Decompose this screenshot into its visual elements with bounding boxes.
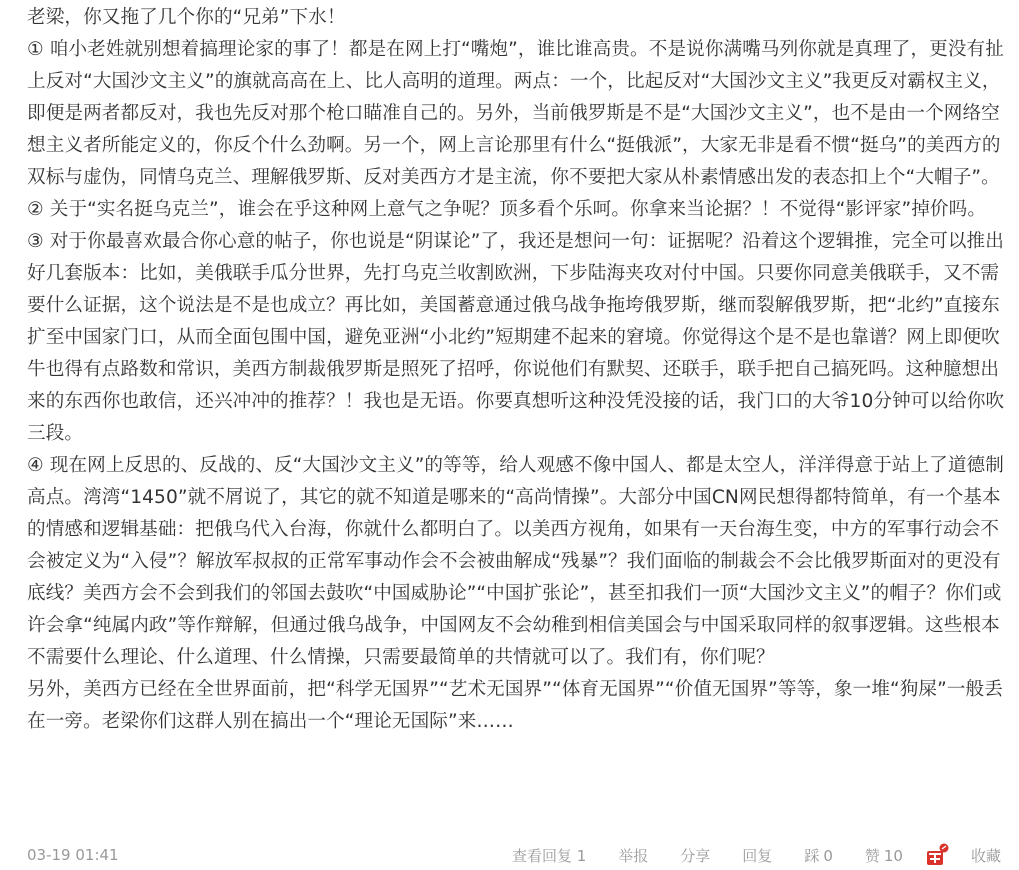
dislike-count: 0 bbox=[823, 846, 833, 865]
action-bar bbox=[512, 843, 1001, 867]
reply-link[interactable]: 回复 bbox=[742, 846, 773, 865]
report-link[interactable]: 举报 bbox=[618, 846, 649, 865]
post-paragraph: ② 关于“实名挺乌克兰”，谁会在乎这种网上意气之争呢？顶多看个乐呵。你拿来当论据？！不觉得“影评家”掉价吗。 bbox=[27, 199, 987, 220]
gift-badge-icon[interactable] bbox=[925, 843, 949, 867]
post bbox=[27, 2, 1007, 738]
like-button[interactable] bbox=[865, 845, 903, 866]
like-label: 赞 bbox=[864, 846, 880, 865]
post-paragraph: ③ 对于你最喜欢最合你心意的帖子，你也说是“阴谋论”了，我还是想问一句：证据呢？沿着这个逻辑推，完全可以推出好几套版本：比如，美俄联手瓜分世界，先打乌克兰收割欧洲，下步陆海夹攻对付中国。只要你同意美俄联手，又不需要什么证据，这个说法是不是也成立？再比如，美国蓄意通过俄乌战争拖垮俄罗斯，继而裂解俄罗斯，把“北约”直接东扩至中国家门口，从而全面包围中国，避免亚洲“小北约”短期建不起来的窘境。你觉得这个是不是也靠谱？网上即便吹牛也得有点路数和常识，美西方制裁俄罗斯是照死了招呼，你说他们有默契、还联手，联手把自己搞死吗。这种臆想出来的东西你也敢信，还兴冲冲的推荐？！我也是无语。你要真想听这种没凭没接的话，我门口的大爷10分钟可以给你吹三段。 bbox=[27, 231, 1005, 444]
post-paragraph: ① 咱小老姓就别想着搞理论家的事了！都是在网上打“嘴炮”，谁比谁高贵。不是说你满嘴马列你就是真理了，更没有扯上反对“大国沙文主义”的旗就高高在上、比人高明的道理。两点：一个，比起反对“大国沙文主义”我更反对霸权主义，即便是两者都反对，我也先反对那个枪口瞄准自己的。另外，当前俄罗斯是不是“大国沙文主义”，也不是由一个网络空想主义者所能定义的，你反个什么劲啊。另一个，网上言论那里有什么“挺俄派”，大家无非是看不惯“挺乌”的美西方的双标与虚伪，同情乌克兰、理解俄罗斯、反对美西方才是主流，你不要把大家从朴素情感出发的表态扣上个“大帽子”。 bbox=[27, 39, 1004, 188]
view-replies-link[interactable]: 查看回复 1 bbox=[511, 846, 587, 865]
collect-link[interactable]: 收藏 bbox=[970, 846, 1001, 865]
post-paragraph: 老梁，你又拖了几个你的“兄弟”下水！ bbox=[27, 7, 346, 28]
share-link[interactable]: 分享 bbox=[680, 846, 711, 865]
dislike-label: 踩 bbox=[804, 846, 820, 865]
post-body bbox=[27, 2, 1007, 738]
like-count: 10 bbox=[883, 846, 903, 865]
post-paragraph: 另外，美西方已经在全世界面前，把“科学无国界”“艺术无国界”“体育无国界”“价值无国界”等等，象一堆“狗屎”一般丢在一旁。老梁你们这群人别在搞出一个“理论无国际”来…… bbox=[27, 679, 1003, 732]
post-footer bbox=[27, 840, 1001, 870]
post-paragraph: ④ 现在网上反思的、反战的、反“大国沙文主义”的等等，给人观感不像中国人、都是太空人，洋洋得意于站上了道德制高点。湾湾“1450”就不屑说了，其它的就不知道是哪来的“高尚情操”。大部分中国CN网民想得都特简单，有一个基本的情感和逻辑基础：把俄乌代入台海，你就什么都明白了。以美西方视角，如果有一天台海生变，中方的军事行动会不会被定义为“入侵”？解放军叔叔的正常军事动作会不会被曲解成“残暴”？我们面临的制裁会不会比俄罗斯面对的更没有底线？美西方会不会到我们的邻国去鼓吹“中国威胁论”“中国扩张论”，甚至扣我们一顶“大国沙文主义”的帽子？你们或许会拿“纯属内政”等作辩解，但通过俄乌战争，中国网友不会幼稚到相信美国会与中国采取同样的叙事逻辑。这些根本不需要什么理论、什么道理、什么情操，只需要最简单的共情就可以了。我们有，你们呢？ bbox=[27, 455, 1004, 668]
dislike-button[interactable] bbox=[804, 845, 833, 866]
post-timestamp: 03-19 01:41 bbox=[27, 846, 119, 864]
